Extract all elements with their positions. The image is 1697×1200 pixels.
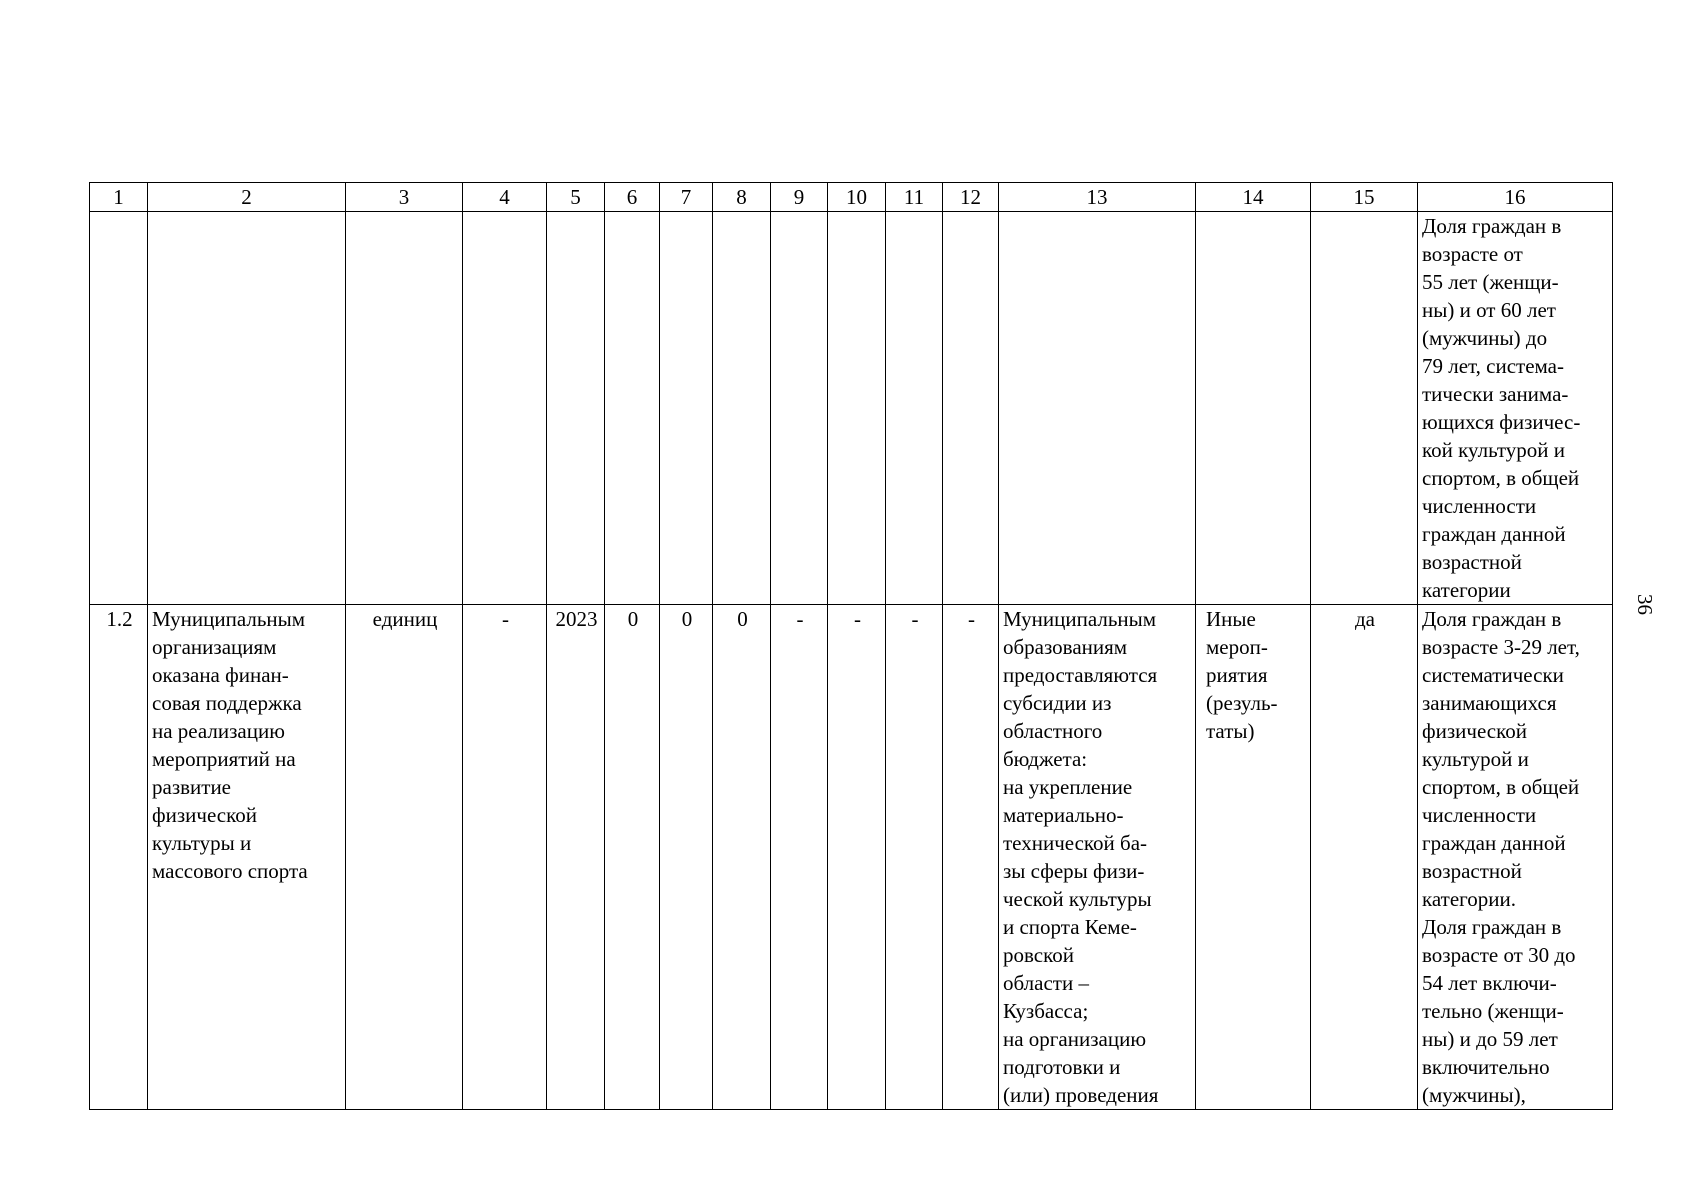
table-row-1-2	[90, 605, 1613, 1110]
table-cell	[346, 212, 463, 605]
table-cell: -	[943, 605, 999, 1110]
column-number: 5	[547, 183, 605, 212]
table-cell	[886, 212, 943, 605]
column-number: 9	[771, 183, 828, 212]
table-cell	[1311, 212, 1418, 605]
column-number-row	[90, 183, 1613, 212]
table-cell	[828, 212, 886, 605]
table-cell: -	[828, 605, 886, 1110]
table-cell	[713, 212, 771, 605]
table-cell	[148, 212, 346, 605]
table-cell: -	[771, 605, 828, 1110]
column-number: 13	[999, 183, 1196, 212]
table-cell	[605, 212, 660, 605]
row-number-cell: 1.2	[90, 605, 148, 1110]
table-cell	[999, 212, 1196, 605]
table-cell	[660, 212, 713, 605]
column-number: 16	[1418, 183, 1613, 212]
column-number: 10	[828, 183, 886, 212]
column-number: 2	[148, 183, 346, 212]
measures-table	[89, 182, 1613, 1110]
column-number: 8	[713, 183, 771, 212]
result-name-cell: Муниципальным организациям оказана финан- совая поддержка на реализацию мероприятий на развитие физической культуры и массового спорта	[148, 605, 346, 1110]
column-number: 4	[463, 183, 547, 212]
indicator-cell: Доля граждан в возрасте от 55 лет (женщи- ны) и от 60 лет (мужчины) до 79 лет, система- тически занима- ющихся физичес- кой культурой и спортом, в общей численности граждан данной возрастной категории	[1418, 212, 1613, 605]
column-number: 15	[1311, 183, 1418, 212]
value-cell: 0	[713, 605, 771, 1110]
column-number: 1	[90, 183, 148, 212]
table-row-continuation	[90, 212, 1613, 605]
column-number: 7	[660, 183, 713, 212]
unit-cell: единиц	[346, 605, 463, 1110]
value-cell: 0	[605, 605, 660, 1110]
column-number: 12	[943, 183, 999, 212]
column-number: 11	[886, 183, 943, 212]
year-cell: 2023	[547, 605, 605, 1110]
table-cell	[90, 212, 148, 605]
column-number: 14	[1196, 183, 1311, 212]
table-cell	[463, 212, 547, 605]
table-cell	[547, 212, 605, 605]
indicator-cell: Доля граждан в возрасте 3-29 лет, систематически занимающихся физической культурой и спортом, в общей численности граждан данной возрастной категории. Доля граждан в возрасте от 30 до 54 лет включи- тельно (женщи- ны) и до 59 лет включительно (мужчины),	[1418, 605, 1613, 1110]
table-cell: -	[886, 605, 943, 1110]
type-cell: Иные мероп- риятия (резуль- таты)	[1196, 605, 1311, 1110]
table-cell	[1196, 212, 1311, 605]
value-cell: 0	[660, 605, 713, 1110]
table-cell: -	[463, 605, 547, 1110]
page-number: 36	[1633, 594, 1657, 615]
table-cell	[943, 212, 999, 605]
column-number: 3	[346, 183, 463, 212]
flag-cell: да	[1311, 605, 1418, 1110]
column-number: 6	[605, 183, 660, 212]
description-cell: Муниципальным образованиям предоставляются субсидии из областного бюджета: на укрепление материально- технической ба- зы сферы физи- ческой культуры и спорта Кеме- ровской области – Кузбасса; на организацию подготовки и (или) проведения	[999, 605, 1196, 1110]
table-cell	[771, 212, 828, 605]
